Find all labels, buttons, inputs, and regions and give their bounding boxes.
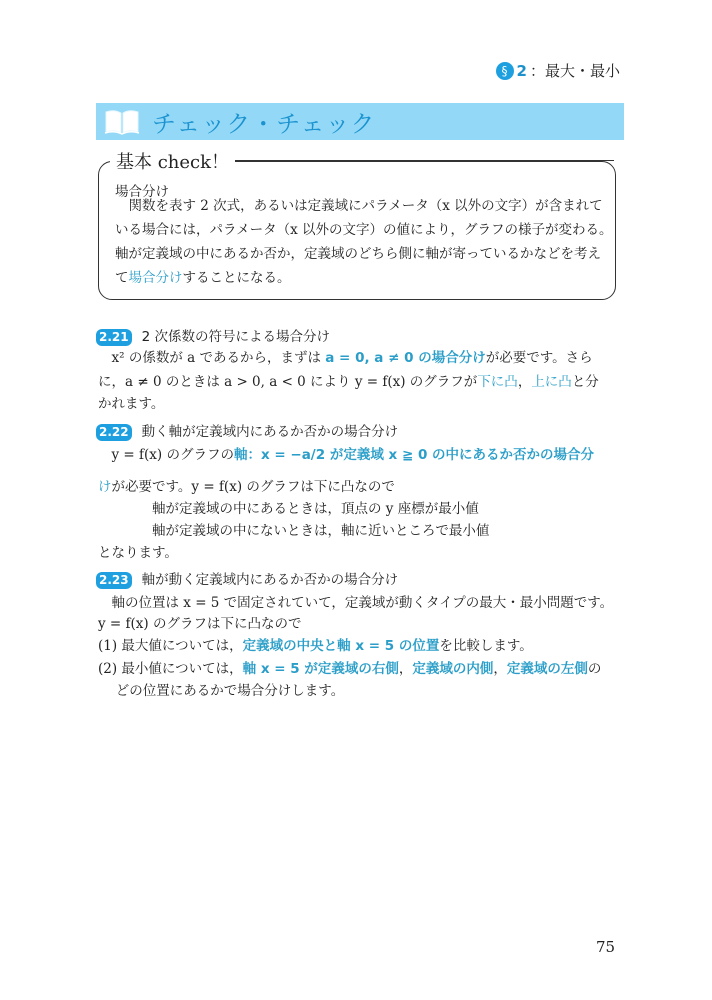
text-span: て bbox=[115, 270, 129, 286]
text-line bbox=[98, 393, 628, 415]
text-span: ， bbox=[398, 661, 413, 677]
text-line bbox=[98, 520, 628, 542]
text-line bbox=[115, 243, 645, 265]
text-line bbox=[98, 444, 628, 466]
text-span: 軸の位置は x = 5 で固定されていて，定義域が動くタイプの最大・最小問題です。 bbox=[98, 595, 614, 611]
banner-title: チェック・チェック bbox=[152, 110, 376, 138]
text-span: に，a ≠ 0 のときは a > 0, a < 0 により y = f(x) のグラフが bbox=[98, 374, 478, 390]
text-span: ， bbox=[517, 374, 532, 390]
highlighted-text: 定義域の中央と軸 x = 5 の位置 bbox=[242, 638, 440, 654]
text-line bbox=[98, 658, 628, 680]
text-span: (1) 最大値については， bbox=[98, 638, 243, 654]
text-line bbox=[98, 635, 628, 657]
check-banner bbox=[96, 103, 624, 140]
text-span: y = f(x) のグラフは下に凸なので bbox=[98, 616, 302, 632]
running-header bbox=[496, 60, 620, 81]
text-line bbox=[98, 371, 628, 393]
text-span: が必要です。さら bbox=[485, 350, 593, 366]
section-badge: § bbox=[496, 62, 514, 80]
text-span: 軸が定義域の中にあるか否か，定義域のどちら側に軸が寄っているかなどを考え bbox=[115, 246, 601, 262]
page-number: 75 bbox=[596, 938, 616, 956]
section-number-badge: 2.23 bbox=[96, 572, 132, 589]
highlighted-text: a = 0, a ≠ 0 の場合分け bbox=[325, 350, 486, 366]
text-span: が必要です。y = f(x) のグラフは下に凸なので bbox=[111, 479, 395, 495]
section-heading bbox=[96, 421, 626, 443]
highlighted-text: 定義域の左側 bbox=[506, 661, 588, 677]
text-span: ， bbox=[493, 661, 507, 677]
highlighted-text: 下に凸 bbox=[477, 374, 518, 390]
section-number: 2 bbox=[516, 61, 527, 80]
text-span: することになる。 bbox=[182, 270, 291, 286]
text-span: y = f(x) のグラフの bbox=[98, 447, 234, 463]
text-line bbox=[115, 195, 645, 217]
section-heading-text: 動く軸が定義域内にあるか否かの場合分け bbox=[141, 424, 399, 440]
open-book-icon bbox=[104, 109, 140, 135]
text-span: と分 bbox=[571, 374, 599, 390]
section-heading-text: 軸が動く定義域内にあるか否かの場合分け bbox=[141, 572, 399, 588]
text-span: いる場合には，パラメータ（x 以外の文字）の値により，グラフの様子が変わる。 bbox=[115, 222, 613, 238]
check-box-subtitle: 場合分け bbox=[115, 184, 169, 200]
text-span: 軸が定義域の中にないときは，軸に近いところで最小値 bbox=[98, 523, 490, 539]
text-line bbox=[98, 592, 628, 614]
text-span: を比較します。 bbox=[439, 638, 533, 654]
section-number-badge: 2.22 bbox=[96, 424, 132, 441]
section-heading-text: 2 次係数の符号による場合分け bbox=[141, 329, 330, 345]
text-line bbox=[115, 219, 645, 241]
text-span: となります。 bbox=[98, 545, 178, 561]
text-line bbox=[98, 613, 628, 635]
box-rule bbox=[234, 160, 614, 161]
highlighted-text: 定義域の内側 bbox=[412, 661, 494, 677]
section-heading bbox=[96, 326, 626, 348]
check-box-label: 基本 check！ bbox=[110, 148, 235, 174]
highlighted-text: 上に凸 bbox=[531, 374, 572, 390]
text-span: x² の係数が a であるから，まずは bbox=[98, 350, 326, 366]
text-line bbox=[98, 498, 628, 520]
highlighted-text: 軸 x = 5 が定義域の右側 bbox=[242, 661, 399, 677]
text-span: 軸が定義域の中にあるときは，頂点の y 座標が最小値 bbox=[98, 501, 479, 517]
section-title: ：最大・最小 bbox=[529, 62, 620, 80]
section-heading bbox=[96, 569, 626, 591]
text-line bbox=[98, 542, 628, 564]
highlighted-text: 軸：x = −a/2 が定義域 x ≧ 0 の中にあるか否かの場合分 bbox=[233, 447, 595, 463]
text-span: (2) 最小値については， bbox=[98, 661, 243, 677]
text-span: の bbox=[587, 661, 602, 677]
text-line bbox=[98, 476, 628, 498]
text-line bbox=[98, 347, 628, 369]
text-span: かれます。 bbox=[98, 396, 165, 412]
text-span: どの位置にあるかで場合分けします。 bbox=[98, 683, 345, 699]
text-line bbox=[98, 680, 628, 702]
highlighted-text: け bbox=[98, 479, 112, 495]
text-span: 関数を表す 2 次式，あるいは定義域にパラメータ（x 以外の文字）が含まれて bbox=[115, 198, 603, 214]
text-line bbox=[115, 267, 645, 289]
highlighted-text: 場合分け bbox=[128, 270, 183, 286]
section-number-badge: 2.21 bbox=[96, 329, 132, 346]
